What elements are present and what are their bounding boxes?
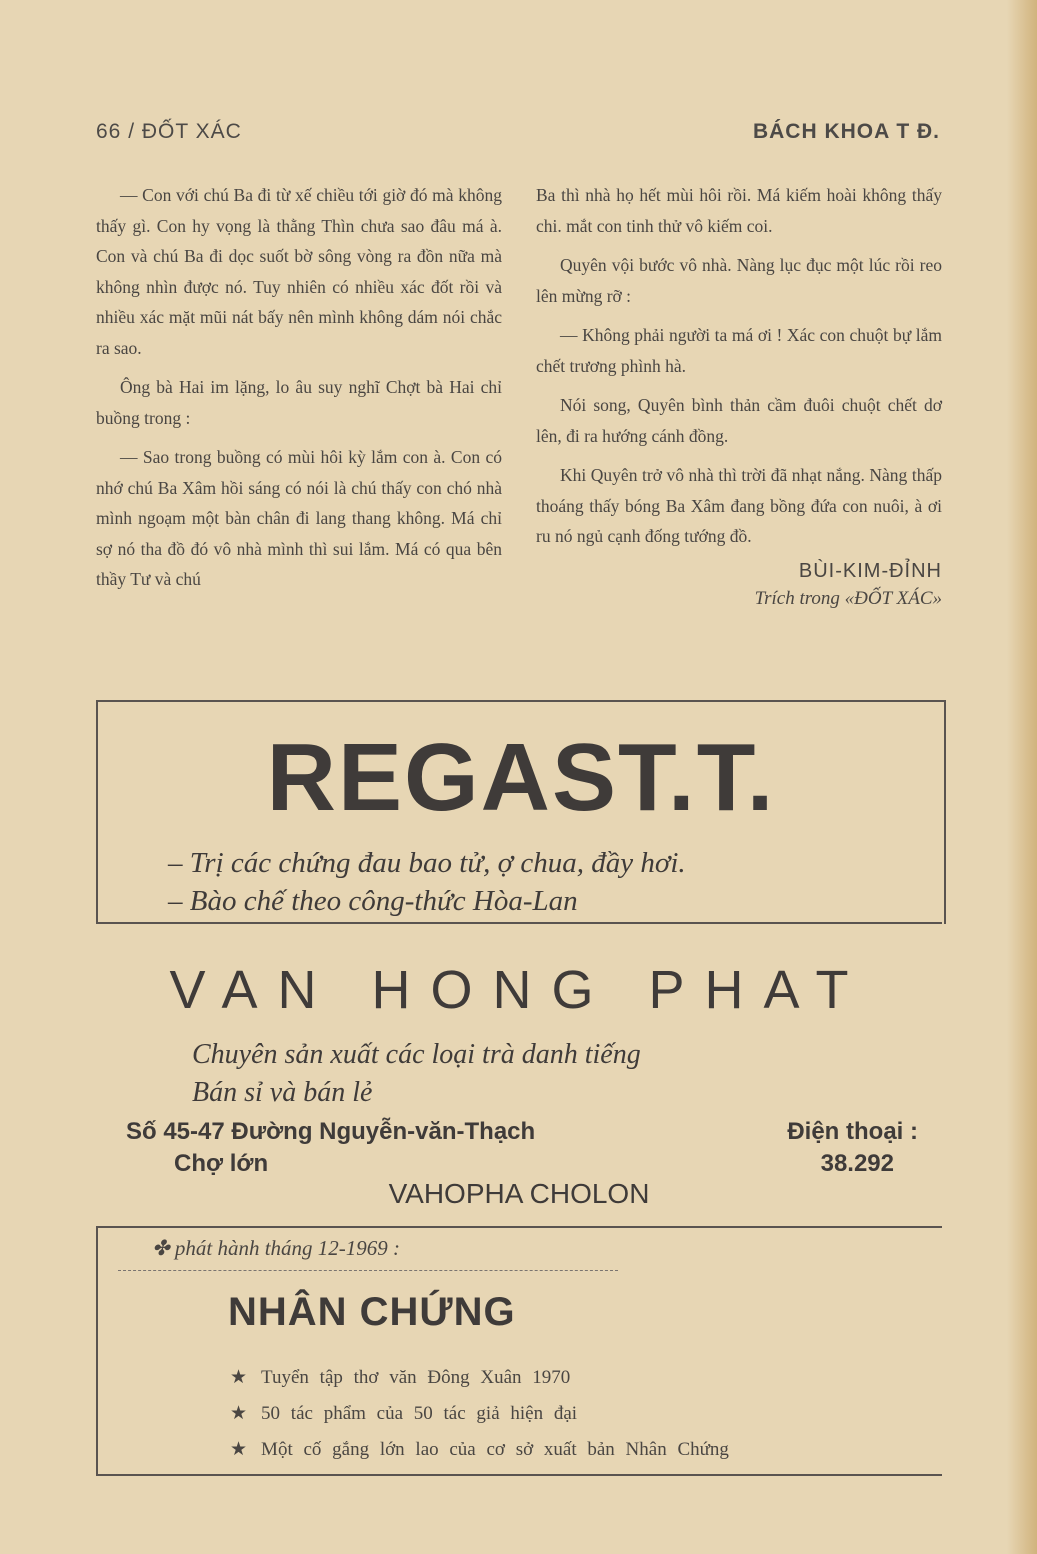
regast-lines [168, 844, 686, 920]
article-column-left [96, 180, 502, 604]
vhp-address-line: Số 45-47 Đường Nguyễn-văn-Thạch [126, 1118, 536, 1145]
paragraph: — Không phải người ta má ơi ! Xác con chuột bự lắm chết trương phình hà. [536, 325, 942, 376]
vhp-phone-label: Điện thoại : [787, 1118, 918, 1145]
author-signature: BÙI-KIM-ĐỈNH [798, 559, 942, 582]
book-features [230, 1360, 729, 1468]
page-edge [1007, 0, 1037, 1554]
vhp-slogan [192, 1036, 641, 1112]
ad-regast [96, 700, 946, 924]
page-header [96, 120, 940, 150]
vhp-address [126, 1116, 535, 1180]
paragraph: Ba thì nhà họ hết mùi hôi rồi. Má kiếm hoài không thấy chi. mắt con tinh thử vô kiếm coi. [536, 185, 942, 236]
vhp-phone-number: 38.292 [820, 1150, 894, 1177]
star-icon: ★ [230, 1403, 248, 1424]
page-number-title: 66 / ĐỐT XÁC [96, 120, 242, 143]
star-icon: ★ [230, 1367, 248, 1388]
vhp-slogan-line: Chuyên sản xuất các loại trà danh tiếng [192, 1039, 641, 1070]
list-item: ★ 50 tác phẩm của 50 tác giả hiện đại [230, 1403, 578, 1424]
decorative-star-icon: ✤ [152, 1236, 175, 1260]
dotted-rule [118, 1270, 618, 1271]
ad-van-hong-phat [96, 940, 942, 1230]
list-item: ★ Tuyển tập thơ văn Đông Xuân 1970 [230, 1367, 571, 1388]
regast-brand: REGAST.T. [266, 724, 776, 831]
article-column-right [536, 180, 942, 613]
vhp-address-line: Chợ lớn [174, 1150, 269, 1177]
divider [96, 922, 942, 924]
article [96, 180, 942, 696]
divider [96, 1474, 942, 1476]
regast-line: – Trị các chứng đau bao tử, ợ chua, đầy hơi. [168, 844, 686, 882]
paragraph: — Con với chú Ba đi từ xế chiều tới giờ đó mà không thấy gì. Con hy vọng là thằng Thìn chưa sao đâu má à. Con và chú Ba đi dọc suốt bờ sông vòng ra đồn nữa mà không nhìn được nó. Tuy nhiên có nhiều xác đốt rồi và nhiều xác mặt mũi nát bấy nên mình không dám nói chắc ra sao. [96, 185, 502, 358]
vhp-phone [787, 1116, 918, 1180]
ad-nhan-chung [96, 1228, 944, 1474]
paragraph: — Sao trong buồng có mùi hôi kỳ lắm con à. Con có nhớ chú Ba Xâm hồi sáng có nói là chú thấy con chó nhà mình ngoạm một bàn chân đi lang thang không. Má chỉ sợ nó tha đồ đó vô nhà mình thì sui lắm. Má có qua bên thầy Tư và chú [96, 447, 502, 589]
vhp-slogan-line: Bán sỉ và bán lẻ [192, 1077, 373, 1108]
list-item: ★ Một cố gắng lớn lao của cơ sở xuất bản Nhân Chứng [230, 1439, 729, 1460]
paragraph: Quyên vội bước vô nhà. Nàng lục đục một lúc rồi reo lên mừng rỡ : [536, 255, 942, 306]
magazine-name: BÁCH KHOA T Đ. [752, 120, 940, 143]
release-note [152, 1236, 400, 1261]
regast-line: – Bào chế theo công-thức Hòa-Lan [168, 882, 686, 920]
vhp-cable-address: VAHOPHA CHOLON [388, 1178, 650, 1209]
paragraph: Nói song, Quyên bình thản cầm đuôi chuột chết dơ lên, đi ra hướng cánh đồng. [536, 395, 942, 446]
vhp-brand: VAN HONG PHAT [169, 960, 869, 1020]
article-source: Trích trong «ĐỐT XÁC» [754, 587, 942, 609]
paragraph: Ông bà Hai im lặng, lo âu suy nghĩ Chợt bà Hai chỉ buồng trong : [96, 377, 502, 428]
star-icon: ★ [230, 1439, 248, 1460]
paragraph: Khi Quyên trở vô nhà thì trời đã nhạt nắng. Nàng thấp thoáng thấy bóng Ba Xâm đang bồng đứa con nuôi, à ơi ru nó ngủ cạnh đống tướng đồ. [536, 465, 942, 546]
book-title: NHÂN CHỨNG [228, 1290, 516, 1334]
release-text: phát hành tháng 12-1969 : [174, 1236, 401, 1260]
